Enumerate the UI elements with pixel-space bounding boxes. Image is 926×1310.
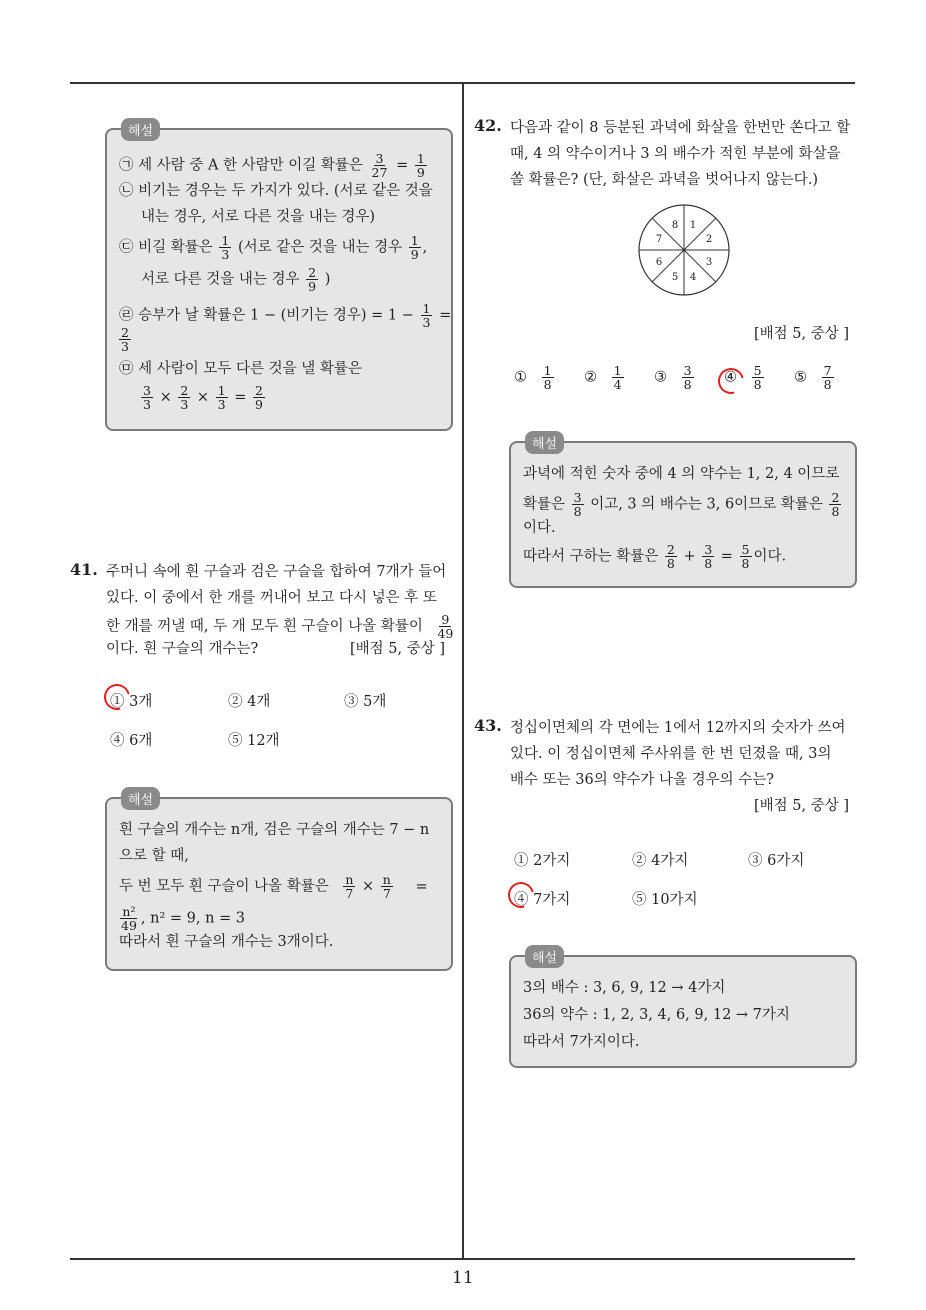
column-divider <box>462 84 464 1260</box>
sol40-line9: $\frac{3}{3}$ × $\frac{2}{3}$ × $\frac{1}{3}$ = $\frac{2}{9}$ <box>143 383 263 412</box>
q42-line2: 때, 4 의 약수이거나 3 의 배수가 적힌 부분에 화살을 <box>510 146 841 162</box>
sol41-line2: 으로 할 때, <box>119 848 189 864</box>
fraction: $\frac{1}{3}$ <box>422 301 431 330</box>
fraction: $\frac{3}{8}$ <box>683 363 692 392</box>
fraction: $\frac{2}{9}$ <box>254 383 263 412</box>
sector-label: 7 <box>655 234 663 245</box>
sol40-line3: 내는 경우, 서로 다른 것을 내는 경우) <box>141 209 376 225</box>
sector-label: 6 <box>655 257 663 268</box>
question-number-43: 43. <box>474 716 502 735</box>
fraction: $\frac{\text{n²}}{49}$ <box>121 904 137 933</box>
sol41-line3: 두 번 모두 흰 구슬이 나올 확률은 $\frac{n}{7}$ × $\frac{n}{7}$ = <box>119 872 428 901</box>
q43-option-1[interactable]: ① 2가지 <box>514 853 571 869</box>
solution-label: 해설 <box>525 431 564 454</box>
q43-option-4[interactable]: ④ 7가지 <box>514 892 571 908</box>
fraction: $\frac{2}{3}$ <box>121 325 129 354</box>
q41-option-1[interactable]: ① 3개 <box>110 694 153 710</box>
sol42-line1: 과녁에 적힌 숫자 중에 4 의 약수는 1, 2, 4 이므로 <box>523 466 840 482</box>
q43-option-5[interactable]: ⑤ 10가지 <box>632 892 698 908</box>
q42-option-1[interactable]: ① $\frac{1}{8}$ <box>514 363 552 392</box>
sol41-line5: 따라서 흰 구슬의 개수는 3개이다. <box>119 934 334 950</box>
q41-meta: [배점 5, 중상 ] <box>350 641 446 657</box>
sector-label: 8 <box>671 220 679 231</box>
sol41-line1: 흰 구슬의 개수는 n개, 검은 구슬의 개수는 7 − n <box>119 822 430 838</box>
fraction: $\frac{1}{8}$ <box>543 363 552 392</box>
q41-option-3[interactable]: ③ 5개 <box>344 694 387 710</box>
question-number-42: 42. <box>474 116 502 135</box>
q43-option-3[interactable]: ③ 6가지 <box>748 853 805 869</box>
q42-option-2[interactable]: ② $\frac{1}{4}$ <box>584 363 622 392</box>
fraction: $\frac{n}{7}$ <box>382 872 391 901</box>
q41-option-2[interactable]: ② 4개 <box>228 694 271 710</box>
q41-option-4[interactable]: ④ 6개 <box>110 733 153 749</box>
sol40-line5: 서로 다른 것을 내는 경우 $\frac{2}{9}$ ) <box>141 265 331 294</box>
q43-meta: [배점 5, 중상 ] <box>754 798 850 814</box>
fraction: $\frac{3}{27}$ <box>371 151 388 180</box>
fraction: $\frac{2}{3}$ <box>180 383 189 412</box>
solution-box-41 <box>105 793 453 971</box>
fraction: $\frac{2}{8}$ <box>666 542 675 571</box>
q41-line2: 있다. 이 중에서 한 개를 꺼내어 보고 다시 넣은 후 또 <box>106 590 437 606</box>
question-number-41: 41. <box>70 560 98 579</box>
sol43-line1: 3의 배수 : 3, 6, 9, 12 → 4가지 <box>523 980 726 996</box>
fraction: $\frac{1}{9}$ <box>416 151 425 180</box>
q43-line2: 있다. 이 정십이면체 주사위를 한 번 던졌을 때, 3의 <box>510 746 832 762</box>
q41-line1: 주머니 속에 흰 구슬과 검은 구슬을 합하여 7개가 들어 <box>106 564 447 580</box>
solution-box-40 <box>105 124 453 431</box>
q42-option-5[interactable]: ⑤ $\frac{7}{8}$ <box>794 363 832 392</box>
q43-option-2[interactable]: ② 4가지 <box>632 853 689 869</box>
solution-box-42 <box>509 437 857 588</box>
q42-line1: 다음과 같이 8 등분된 과녁에 화살을 한번만 쏜다고 할 <box>510 120 851 136</box>
fraction: $\frac{1}{9}$ <box>410 233 419 262</box>
sol40-line4: ㉢ 비길 확률은 $\frac{1}{3}$ (서로 같은 것을 내는 경우 $\frac{1}{9}$ , <box>119 233 428 262</box>
fraction: $\frac{1}{4}$ <box>613 363 622 392</box>
fraction: $\frac{2}{9}$ <box>308 265 317 294</box>
bottom-rule <box>70 1258 855 1260</box>
sector-label: 2 <box>705 234 713 245</box>
q42-option-4[interactable]: ④ $\frac{5}{8}$ <box>724 363 762 392</box>
sol42-line3: 이다. <box>523 520 556 536</box>
fraction: $\frac{9}{49}$ <box>437 612 454 641</box>
fraction: $\frac{5}{8}$ <box>741 542 750 571</box>
fraction: $\frac{3}{3}$ <box>143 383 151 412</box>
q43-line1: 정십이면체의 각 면에는 1에서 12까지의 숫자가 쓰여 <box>510 720 846 736</box>
q42-option-3[interactable]: ③ $\frac{3}{8}$ <box>654 363 692 392</box>
sol43-line3: 따라서 7가지이다. <box>523 1034 640 1050</box>
fraction: $\frac{n}{7}$ <box>345 872 354 901</box>
sol40-line2: ㉡ 비기는 경우는 두 가지가 있다. (서로 같은 것을 <box>119 183 433 199</box>
sol43-line2: 36의 약수 : 1, 2, 3, 4, 6, 9, 12 → 7가지 <box>523 1007 790 1023</box>
fraction: $\frac{1}{3}$ <box>221 233 230 262</box>
dartboard-figure <box>636 202 732 298</box>
sector-label: 5 <box>671 272 679 283</box>
sol40-line1: ㉠ 세 사람 중 A 한 사람만 이길 확률은 $\frac{3}{27}$ = $\frac{1}{9}$ <box>119 151 425 180</box>
sol40-line7 <box>117 326 133 353</box>
sector-label: 4 <box>689 272 697 283</box>
sector-label: 3 <box>705 257 713 268</box>
sol42-line2: 확률은 $\frac{3}{8}$ 이고, 3 의 배수는 3, 6이므로 확률은 $\frac{2}{8}$ <box>523 490 840 519</box>
sol42-line4: 따라서 구하는 확률은 $\frac{2}{8}$ + $\frac{3}{8}$ = $\frac{5}{8}$ 이다. <box>523 542 787 571</box>
q41-option-5[interactable]: ⑤ 12개 <box>228 733 280 749</box>
q41-line4: 이다. 흰 구슬의 개수는? <box>106 641 259 657</box>
fraction: $\frac{3}{8}$ <box>704 542 713 571</box>
sol41-line4: $\frac{\text{n²}}{49}$ , n² = 9, n = 3 <box>121 904 246 933</box>
q42-line3: 쏠 확률은? (단, 화살은 과녁을 벗어나지 않는다.) <box>510 172 819 188</box>
solution-label: 해설 <box>525 945 564 968</box>
q42-meta: [배점 5, 중상 ] <box>754 326 850 342</box>
sol40-line8: ㉤ 세 사람이 모두 다른 것을 낼 확률은 <box>119 361 362 377</box>
solution-label: 해설 <box>121 118 160 141</box>
q43-line3: 배수 또는 36의 약수가 나올 경우의 수는? <box>510 772 774 788</box>
solution-label: 해설 <box>121 787 160 810</box>
fraction: $\frac{2}{8}$ <box>831 490 840 519</box>
q41-line3: 한 개를 꺼낼 때, 두 개 모두 흰 구슬이 나올 확률이 $\frac{9}{49}$ <box>106 612 454 641</box>
fraction: $\frac{5}{8}$ <box>753 363 762 392</box>
solution-box-43 <box>509 951 857 1068</box>
fraction: $\frac{7}{8}$ <box>823 363 832 392</box>
fraction: $\frac{1}{3}$ <box>217 383 226 412</box>
page-number: 11 <box>452 1268 474 1288</box>
sol40-line6: ㉣ 승부가 날 확률은 1 − (비기는 경우) = 1 − $\frac{1}{3}$ = <box>119 301 452 330</box>
fraction: $\frac{3}{8}$ <box>573 490 582 519</box>
sector-label: 1 <box>689 220 697 231</box>
